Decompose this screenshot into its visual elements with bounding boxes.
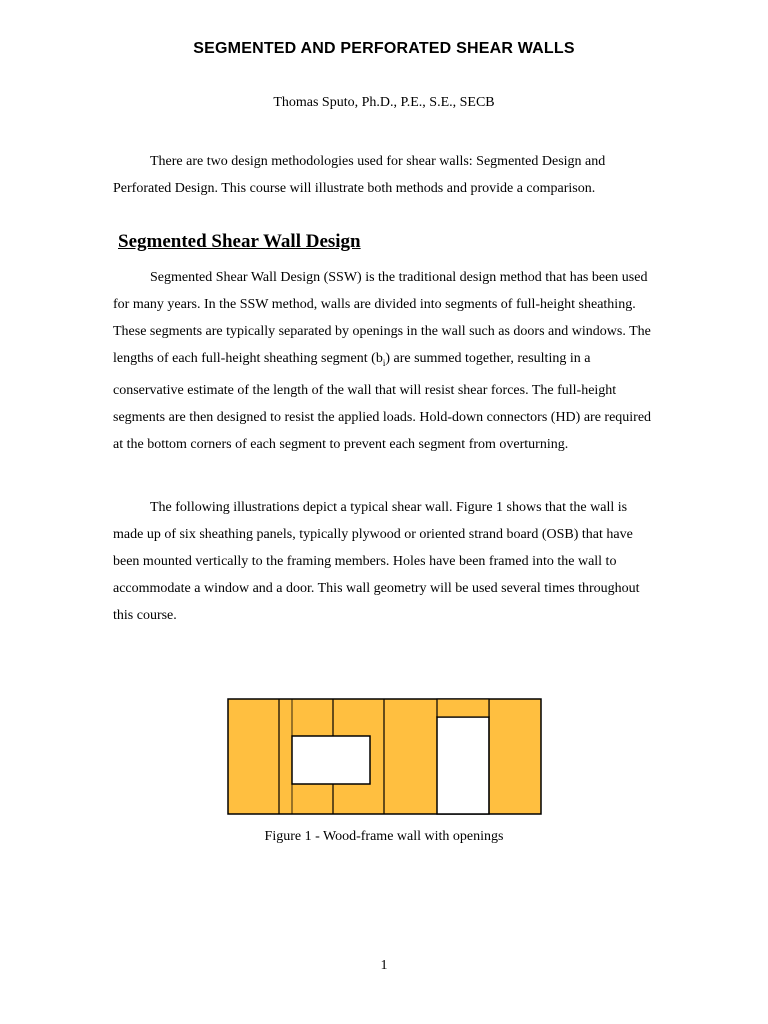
ssw-paragraph-1-text-b: ) are summed together, resulting in a conservative estimate of the length of the wall that will resist shear forces. The full-height segments are then designed to resist the applied loads. Hold-down connectors (HD) are required at the bottom corners of each segment to prevent each segment from overturning. [113,351,652,452]
door-header [437,699,489,717]
window-opening [292,736,370,784]
intro-paragraph: There are two design methodologies used for shear walls: Segmented Design and Perforated Design. This course will illustrate both methods and provide a comparison. [113,154,606,196]
ssw-paragraph-1-text-a: Segmented Shear Wall Design (SSW) is the traditional design method that has been used for many years. In the SSW method, walls are divided into segments of full-height sheathing. These segments are typically separated by openings in the wall such as doors and windows. The lengths of each full-height sheathing segment (b [113,270,651,366]
section-heading-segmented: Segmented Shear Wall Design [118,231,361,252]
page-number: 1 [380,958,388,973]
figure-caption: Figure 1 - Wood-frame wall with openings [264,829,504,844]
door-opening [437,717,489,814]
ssw-paragraph-1 [113,264,658,458]
subscript-i: i [382,357,386,368]
figure-1 [227,698,543,816]
author-line: Thomas Sputo, Ph.D., P.E., S.E., SECB [273,95,495,110]
wall-diagram [227,698,543,816]
ssw-paragraph-2: The following illustrations depict a typical shear wall. Figure 1 shows that the wall is made up of six sheathing panels, typically plywood or oriented strand board (OSB) that have been mounted vertically to the framing members. Holes have been framed into the wall to accommodate a window and a door. This wall geometry will be used several times throughout this course. [113,500,640,623]
document-title: SEGMENTED AND PERFORATED SHEAR WALLS [193,40,575,57]
